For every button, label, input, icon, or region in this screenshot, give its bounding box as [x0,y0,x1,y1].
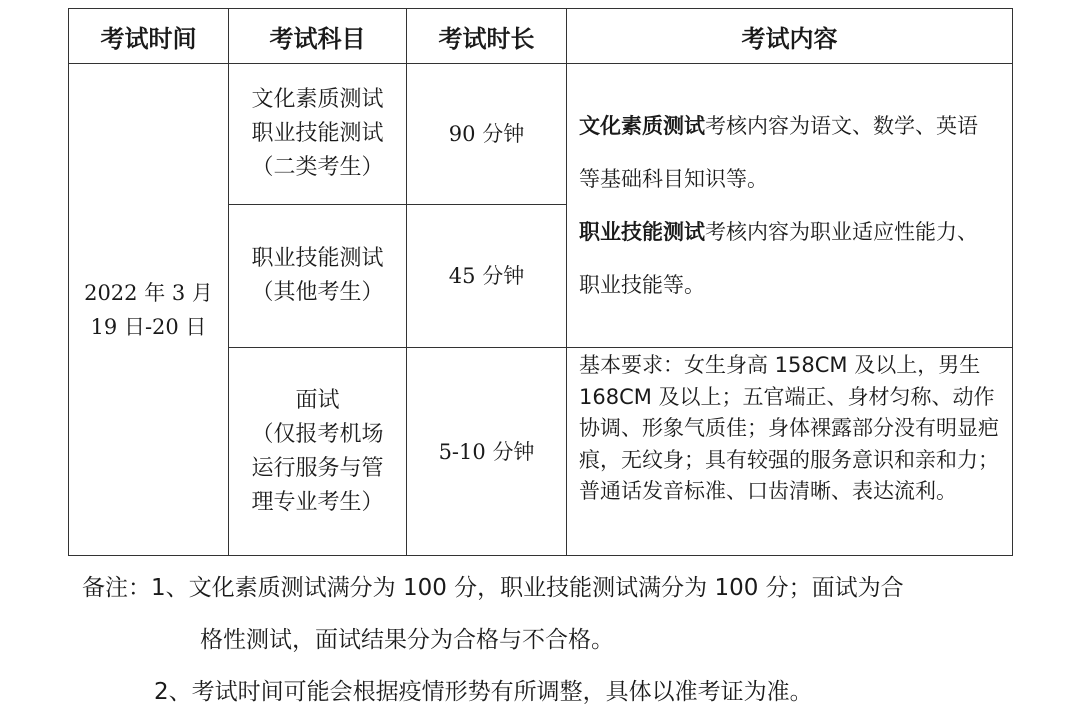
duration-value: 90 [448,122,476,146]
content-description: 考核内容为职业适应性能力、职业技能等。 [579,219,978,297]
duration-unit: 分钟 [482,264,525,288]
written-exam-content-cell [567,64,1013,348]
exam-date-line: 19 日-20 日 [90,314,207,339]
subject-line: 职业技能测试 [251,121,384,146]
subject-cell [229,64,407,205]
note-line-1: 备注：1、文化素质测试满分为 100 分，职业技能测试满分为 100 分；面试为合 [82,575,904,601]
subject-line: 面试 [295,387,340,413]
header-exam-time: 考试时间 [69,9,229,64]
content-paragraph [579,206,998,312]
header-exam-duration: 考试时长 [407,9,567,64]
header-exam-subject: 考试科目 [229,9,407,64]
subject-line: 运行服务与管 [251,455,384,481]
exam-date-line: 2022 年 3 月 [84,280,213,305]
subject-line: 职业技能测试 [251,246,384,271]
content-description: 考核内容为语文、数学、英语等基础科目知识等。 [579,113,978,191]
subject-cell [229,205,407,348]
table-row [69,64,1013,205]
duration-cell [407,64,567,205]
subject-line: 理专业考生） [251,489,384,515]
notes-section [82,562,1002,718]
duration-cell [407,205,567,348]
note-line-2: 格性测试，面试结果分为合格与不合格。 [200,627,614,653]
table-header-row [69,9,1013,64]
duration-unit: 分钟 [482,122,525,146]
duration-value: 5-10 [438,439,486,464]
subject-line: 文化素质测试 [251,87,384,112]
duration-cell [407,348,567,556]
content-paragraph [579,100,998,206]
exam-date-cell [69,64,229,556]
subject-line: （其他考生） [251,280,384,305]
exam-schedule-table [68,8,1013,556]
header-exam-content: 考试内容 [567,9,1013,64]
duration-value: 45 [448,264,476,288]
subject-line: （二类考生） [251,155,384,180]
subject-cell [229,348,407,556]
content-subject-name: 职业技能测试 [579,219,705,244]
subject-line: （仅报考机场 [251,421,384,447]
interview-requirements-cell: 基本要求：女生身高 158CM 及以上，男生 168CM 及以上；五官端正、身材匀称、动作协调、形象气质佳；身体裸露部分没有明显疤痕，无纹身；具有较强的服务意识和亲和力；普通话发音标准、口齿清晰、表达流利。 [567,348,1013,556]
content-subject-name: 文化素质测试 [579,113,705,138]
note-line-3: 2、考试时间可能会根据疫情形势有所调整，具体以准考证为准。 [154,679,813,705]
duration-unit: 分钟 [492,439,535,464]
